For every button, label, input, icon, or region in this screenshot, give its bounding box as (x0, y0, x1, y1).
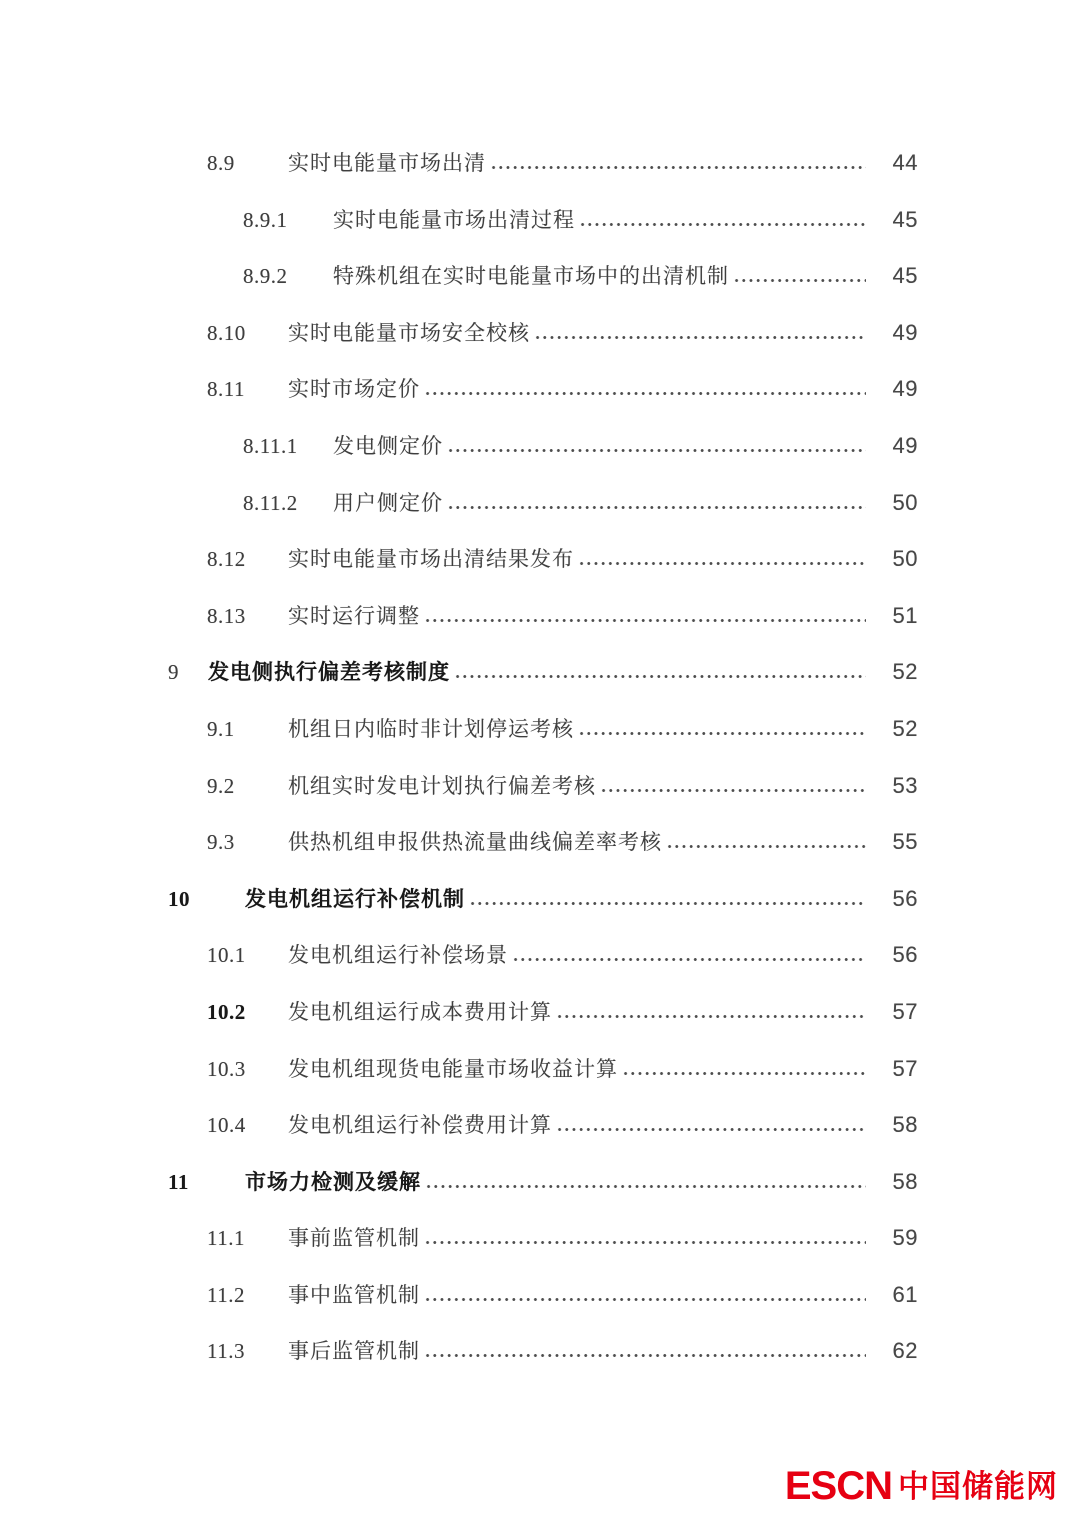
toc-entry-number: 10.4 (207, 1113, 246, 1138)
toc-entry-page-number: 53 (892, 772, 918, 798)
toc-entry-number: 8.11.1 (243, 433, 298, 458)
toc-entry-page-number: 50 (892, 489, 918, 515)
dot-leader (424, 1353, 866, 1358)
toc-entry-number: 9.2 (207, 773, 235, 798)
dot-leader (469, 901, 866, 906)
toc-entry-title: 实时电能量市场安全校核 (288, 320, 530, 345)
toc-entry-page-number: 61 (892, 1281, 918, 1307)
toc-entry-number: 8.9 (207, 151, 235, 175)
toc-entry-title: 用户侧定价 (333, 490, 443, 515)
dot-leader (424, 391, 866, 396)
dot-leader (578, 561, 866, 566)
escn-logo-text-zh: 中国储能网 (898, 1468, 1058, 1504)
toc-entry-number: 8.12 (207, 547, 246, 572)
toc-entry (0, 810, 1080, 867)
table-of-contents (0, 131, 1080, 1376)
toc-entry-page-number: 57 (892, 998, 918, 1024)
dot-leader (578, 731, 866, 736)
toc-entry-page-number: 45 (892, 263, 918, 289)
toc-entry-page-number: 44 (892, 150, 918, 175)
toc-entry (0, 1093, 1080, 1150)
toc-entry-title: 事前监管机制 (288, 1226, 420, 1251)
toc-entry-number: 11.3 (207, 1339, 245, 1364)
toc-entry-page-number: 52 (892, 659, 918, 685)
toc-entry (0, 584, 1080, 641)
toc-entry (0, 244, 1080, 301)
toc-entry-title: 实时电能量市场出清结果发布 (288, 547, 574, 572)
toc-entry-page-number: 51 (892, 602, 918, 628)
toc-entry-title: 市场力检测及缓解 (245, 1169, 421, 1194)
toc-entry-page-number: 45 (892, 206, 918, 232)
toc-entry-number: 11.2 (207, 1282, 245, 1307)
toc-entry-page-number: 52 (892, 715, 918, 741)
dot-leader (424, 1297, 866, 1302)
toc-entry (0, 980, 1080, 1037)
toc-entry-number: 10 (168, 886, 190, 911)
toc-entry-title: 特殊机组在实时电能量市场中的出清机制 (333, 264, 729, 289)
toc-entry-title: 机组实时发电计划执行偏差考核 (288, 773, 596, 798)
dot-leader (556, 1127, 866, 1132)
toc-entry-title: 实时电能量市场出清 (288, 151, 486, 175)
dot-leader (454, 674, 866, 679)
dot-leader (666, 844, 866, 849)
toc-entry (0, 640, 1080, 697)
toc-entry (0, 414, 1080, 471)
toc-entry-page-number: 57 (892, 1055, 918, 1081)
toc-entry-page-number: 58 (892, 1168, 918, 1194)
dot-leader (512, 957, 866, 962)
toc-entry-title: 发电机组运行成本费用计算 (288, 999, 552, 1024)
dot-leader (424, 1240, 866, 1245)
toc-entry (0, 527, 1080, 584)
toc-entry-number: 8.10 (207, 320, 246, 345)
toc-entry-page-number: 56 (892, 942, 918, 968)
toc-entry-number: 10.2 (207, 999, 246, 1024)
toc-entry-title: 发电侧定价 (333, 433, 443, 458)
toc-entry-number: 10.1 (207, 943, 246, 968)
dot-leader (579, 222, 866, 227)
toc-entry-title: 发电机组运行补偿机制 (245, 886, 465, 911)
toc-entry-title: 机组日内临时非计划停运考核 (288, 716, 574, 741)
toc-entry-number: 8.11.2 (243, 490, 298, 515)
toc-entry (0, 1206, 1080, 1263)
toc-entry (0, 471, 1080, 528)
toc-entry-title: 事中监管机制 (288, 1282, 420, 1307)
toc-entry-page-number: 49 (892, 432, 918, 458)
toc-entry (0, 1150, 1080, 1207)
toc-entry (0, 1319, 1080, 1376)
toc-entry-number: 8.13 (207, 603, 246, 628)
escn-logo (785, 1466, 1058, 1506)
toc-entry-number: 11.1 (207, 1226, 245, 1251)
dot-leader (600, 788, 866, 793)
dot-leader (733, 278, 866, 283)
toc-entry-title: 实时市场定价 (288, 377, 420, 402)
toc-entry (0, 357, 1080, 414)
toc-entry-number: 9 (168, 660, 179, 685)
toc-entry-title: 发电机组运行补偿费用计算 (288, 1113, 552, 1138)
toc-entry (0, 188, 1080, 245)
dot-leader (447, 448, 866, 453)
toc-entry (0, 697, 1080, 754)
dot-leader (425, 1184, 866, 1189)
toc-entry-title: 事后监管机制 (288, 1339, 420, 1364)
toc-entry-number: 8.11 (207, 377, 245, 402)
toc-entry-title: 实时运行调整 (288, 603, 420, 628)
toc-entry-page-number: 59 (892, 1225, 918, 1251)
dot-leader (556, 1014, 866, 1019)
toc-entry-title: 发电机组运行补偿场景 (288, 943, 508, 968)
dot-leader (622, 1071, 866, 1076)
escn-logo-text-en: ESCN (784, 1464, 892, 1508)
dot-leader (424, 618, 866, 623)
toc-entry-page-number: 58 (892, 1112, 918, 1138)
toc-entry (0, 867, 1080, 924)
toc-entry-title: 实时电能量市场出清过程 (333, 207, 575, 232)
toc-entry-number: 8.9.1 (243, 207, 288, 232)
toc-entry-number: 11 (168, 1169, 189, 1194)
toc-entry (0, 1263, 1080, 1320)
toc-entry (0, 1037, 1080, 1094)
toc-entry-page-number: 49 (892, 376, 918, 402)
toc-entry (0, 754, 1080, 811)
toc-entry-number: 9.1 (207, 716, 235, 741)
toc-entry-title: 发电侧执行偏差考核制度 (208, 660, 450, 685)
dot-leader (534, 335, 866, 340)
toc-entry (0, 301, 1080, 358)
toc-entry (0, 923, 1080, 980)
toc-entry-number: 8.9.2 (243, 264, 288, 289)
toc-entry-title: 发电机组现货电能量市场收益计算 (288, 1056, 618, 1081)
toc-entry-page-number: 56 (892, 885, 918, 911)
toc-entry (0, 131, 1080, 188)
dot-leader (447, 505, 866, 510)
toc-entry-number: 10.3 (207, 1056, 246, 1081)
toc-entry-page-number: 50 (892, 546, 918, 572)
toc-entry-page-number: 49 (892, 319, 918, 345)
toc-entry-title: 供热机组申报供热流量曲线偏差率考核 (288, 830, 662, 855)
toc-entry-number: 9.3 (207, 830, 235, 855)
toc-entry-page-number: 62 (892, 1338, 918, 1364)
dot-leader (490, 165, 866, 170)
toc-entry-page-number: 55 (892, 829, 918, 855)
